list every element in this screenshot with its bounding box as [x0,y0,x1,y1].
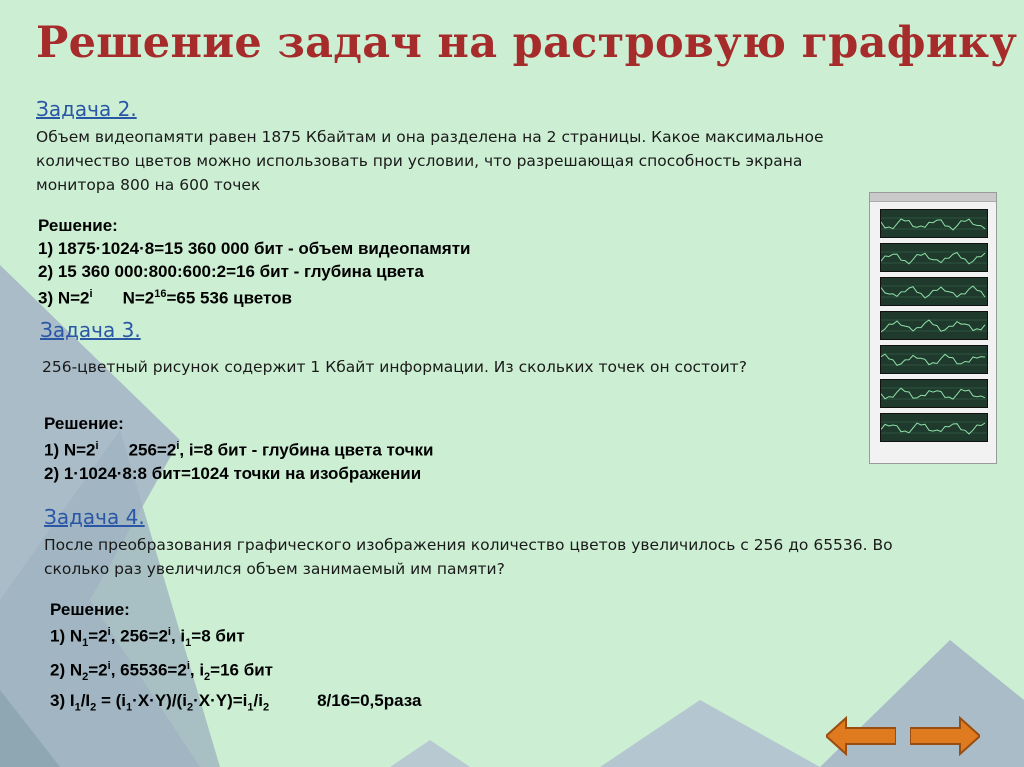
mini-screen [880,379,988,408]
solution-step: 3) $I_1/I_2 = (i_1\cdot X\cdot Y)/(i_2\cdot X\cdot Y)=i_1/i_2$ 8/16=0,5раза [50,691,422,714]
task-3-solution [44,412,433,485]
solution-step: 1) $N=2^i$ $256=2^i$, i=8 бит - глубина цвета точки [44,440,434,460]
task-2-solution [38,214,470,310]
result-value: 8/16=0,5раза [317,691,422,711]
arrow-left-icon[interactable] [826,716,896,756]
solution-step: 1) 1875·1024·8=15 360 000 бит - объем видеопамяти [38,239,471,258]
solution-step: 2) 15 360 000:800:600:2=16 бит - глубина цвета [38,262,424,281]
monitor-screens-image-icon [869,192,997,464]
thumbnail-titlebar [870,193,996,202]
task-2-heading[interactable]: Задача 2. [36,97,137,121]
mini-screen [880,243,988,272]
solution-step: 2) $N_2=2^i$, $65536=2^i$, $i_2=16$ бит [50,660,274,684]
task-3-heading[interactable]: Задача 3. [40,318,141,342]
solution-step: 1) $N_1=2^i$, $256=2^i$, $i_1=8$ бит [50,626,245,650]
task-4-heading[interactable]: Задача 4. [44,505,145,529]
task-2-text: Объем видеопамяти равен 1875 Кбайтам и она разделена на 2 страницы. Какое максимальное количество цветов можно использовать при условии, что разрешающая способность экрана монитора 800 на 600 точек [36,128,824,194]
mini-screen [880,277,988,306]
mini-screen [880,345,988,374]
mini-screen [880,311,988,340]
arrow-right-icon[interactable] [910,716,980,756]
solution-step: 3) $N=2^i$ $N=2^{16}=65$ 536 цветов [38,288,292,308]
task-3-text: 256-цветный рисунок содержит 1 Кбайт информации. Из скольких точек он состоит? [42,358,747,376]
page-title: Решение задач на растровую графику [36,18,1018,68]
solution-step: 2) 1·1024·8:8 бит=1024 точки на изображении [44,463,422,483]
solution-label: Решение: [44,414,124,433]
solution-label: Решение: [50,600,130,619]
mini-screen [880,413,988,442]
mini-screen [880,209,988,238]
task-4-solution [50,598,421,719]
solution-label: Решение: [38,216,118,235]
task-4-text: После преобразования графического изображения количество цветов увеличилось с 256 до 65536. Во сколько раз увеличился объем занимаемый им памяти? [44,536,893,578]
